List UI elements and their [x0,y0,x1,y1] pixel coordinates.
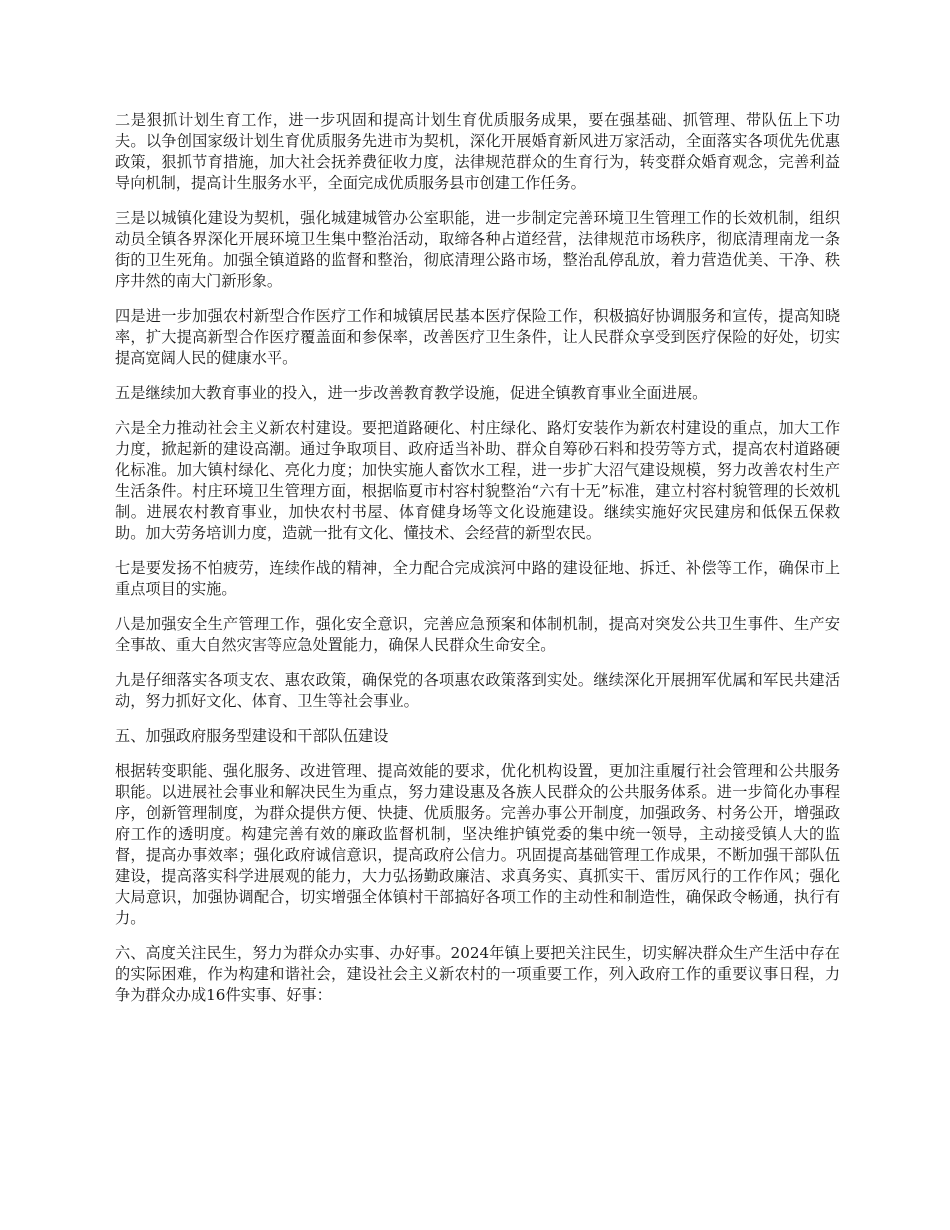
paragraph-livelihood: 六、高度关注民生，努力为群众办实事、办好事。2024年镇上要把关注民生，切实解决群众生产生活中存在的实际困难，作为构建和谐社会，建设社会主义新农村的一项重要工作，列入政府工作的重要议事日程，力争为群众办成16件实事、好事： [115,944,840,1004]
paragraph-education: 五是继续加大教育事业的投入，进一步改善教育教学设施，促进全镇教育事业全面进展。 [115,384,708,402]
paragraph-urban-sanitation: 三是以城镇化建设为契机，强化城建城管办公室职能，进一步制定完善环境卫生管理工作的长效机制，组织动员全镇各界深化开展环境卫生集中整治活动，取缔各种占道经营，法律规范市场秩序，彻底清理南龙一条街的卫生死角。加强全镇道路的监督和整治，彻底清理公路市场，整治乱停乱放，着力营造优美、干净、秩序井然的南大门新形象。 [115,209,840,290]
section-heading-government-service: 五、加强政府服务型建设和干部队伍建设 [115,727,389,745]
paragraph-family-planning: 二是狠抓计划生育工作，进一步巩固和提高计划生育优质服务成果，要在强基础、抓管理、带队伍上下功夫。以争创国家级计划生育优质服务先进市为契机，深化开展婚育新风进万家活动，全面落实各项优先优惠政策，狠抓节育措施，加大社会抚养费征收力度，法律规范群众的生育行为，转变群众婚育观念，完善利益导向机制，提高计生服务水平，全面完成优质服务县市创建工作任务。 [115,111,840,192]
paragraph-agricultural-policy: 九是仔细落实各项支农、惠农政策，确保党的各项惠农政策落到实处。继续深化开展拥军优属和军民共建活动，努力抓好文化、体育、卫生等社会事业。 [115,671,840,710]
paragraph-work-safety: 八是加强安全生产管理工作，强化安全意识，完善应急预案和体制机制，提高对突发公共卫生事件、生产安全事故、重大自然灾害等应急处置能力，确保人民群众生命安全。 [115,615,840,654]
paragraph-medical-insurance: 四是进一步加强农村新型合作医疗工作和城镇居民基本医疗保险工作，积极搞好协调服务和宣传，提高知晓率，扩大提高新型合作医疗覆盖面和参保率，改善医疗卫生条件，让人民群众享受到医疗保险的好处，切实提高宽阔人民的健康水平。 [115,307,840,367]
paragraph-government-service: 根据转变职能、强化服务、改进管理、提高效能的要求，优化机构设置，更加注重履行社会管理和公共服务职能。以进展社会事业和解决民生为重点，努力建设惠及各族人民群众的公共服务体系。进一步简化办事程序，创新管理制度，为群众提供方便、快捷、优质服务。完善办事公开制度，加强政务、村务公开，增强政府工作的透明度。构建完善有效的廉政监督机制，坚决维护镇党委的集中统一领导，主动接受镇人大的监督，提高办事效率；强化政府诚信意识，提高政府公信力。巩固提高基础管理工作成果，不断加强干部队伍建设，提高落实科学进展观的能力，大力弘扬勤政廉洁、求真务实、真抓实干、雷厉风行的工作作风；强化大局意识，加强协调配合，切实增强全体镇村干部搞好各项工作的主动性和制造性，确保政令畅通，执行有力。 [115,762,840,927]
document-body [115,110,840,1020]
paragraph-key-projects: 七是要发扬不怕疲劳，连续作战的精神，全力配合完成滨河中路的建设征地、拆迁、补偿等工作，确保市上重点项目的实施。 [115,559,840,598]
paragraph-new-countryside: 六是全力推动社会主义新农村建设。要把道路硬化、村庄绿化、路灯安装作为新农村建设的重点，加大工作力度，掀起新的建设高潮。通过争取项目、政府适当补助、群众自筹砂石料和投劳等方式，提高农村道路硬化标准。加大镇村绿化、亮化力度；加快实施人畜饮水工程，进一步扩大沼气建设规模，努力改善农村生产生活条件。村庄环境卫生管理方面，根据临夏市村容村貌整治“六有十无”标准，建立村容村貌管理的长效机制。进展农村教育事业，加快农村书屋、体育健身场等文化设施建设。继续实施好灾民建房和低保五保救助。加大劳务培训力度，造就一批有文化、懂技术、会经营的新型农民。 [115,419,840,542]
